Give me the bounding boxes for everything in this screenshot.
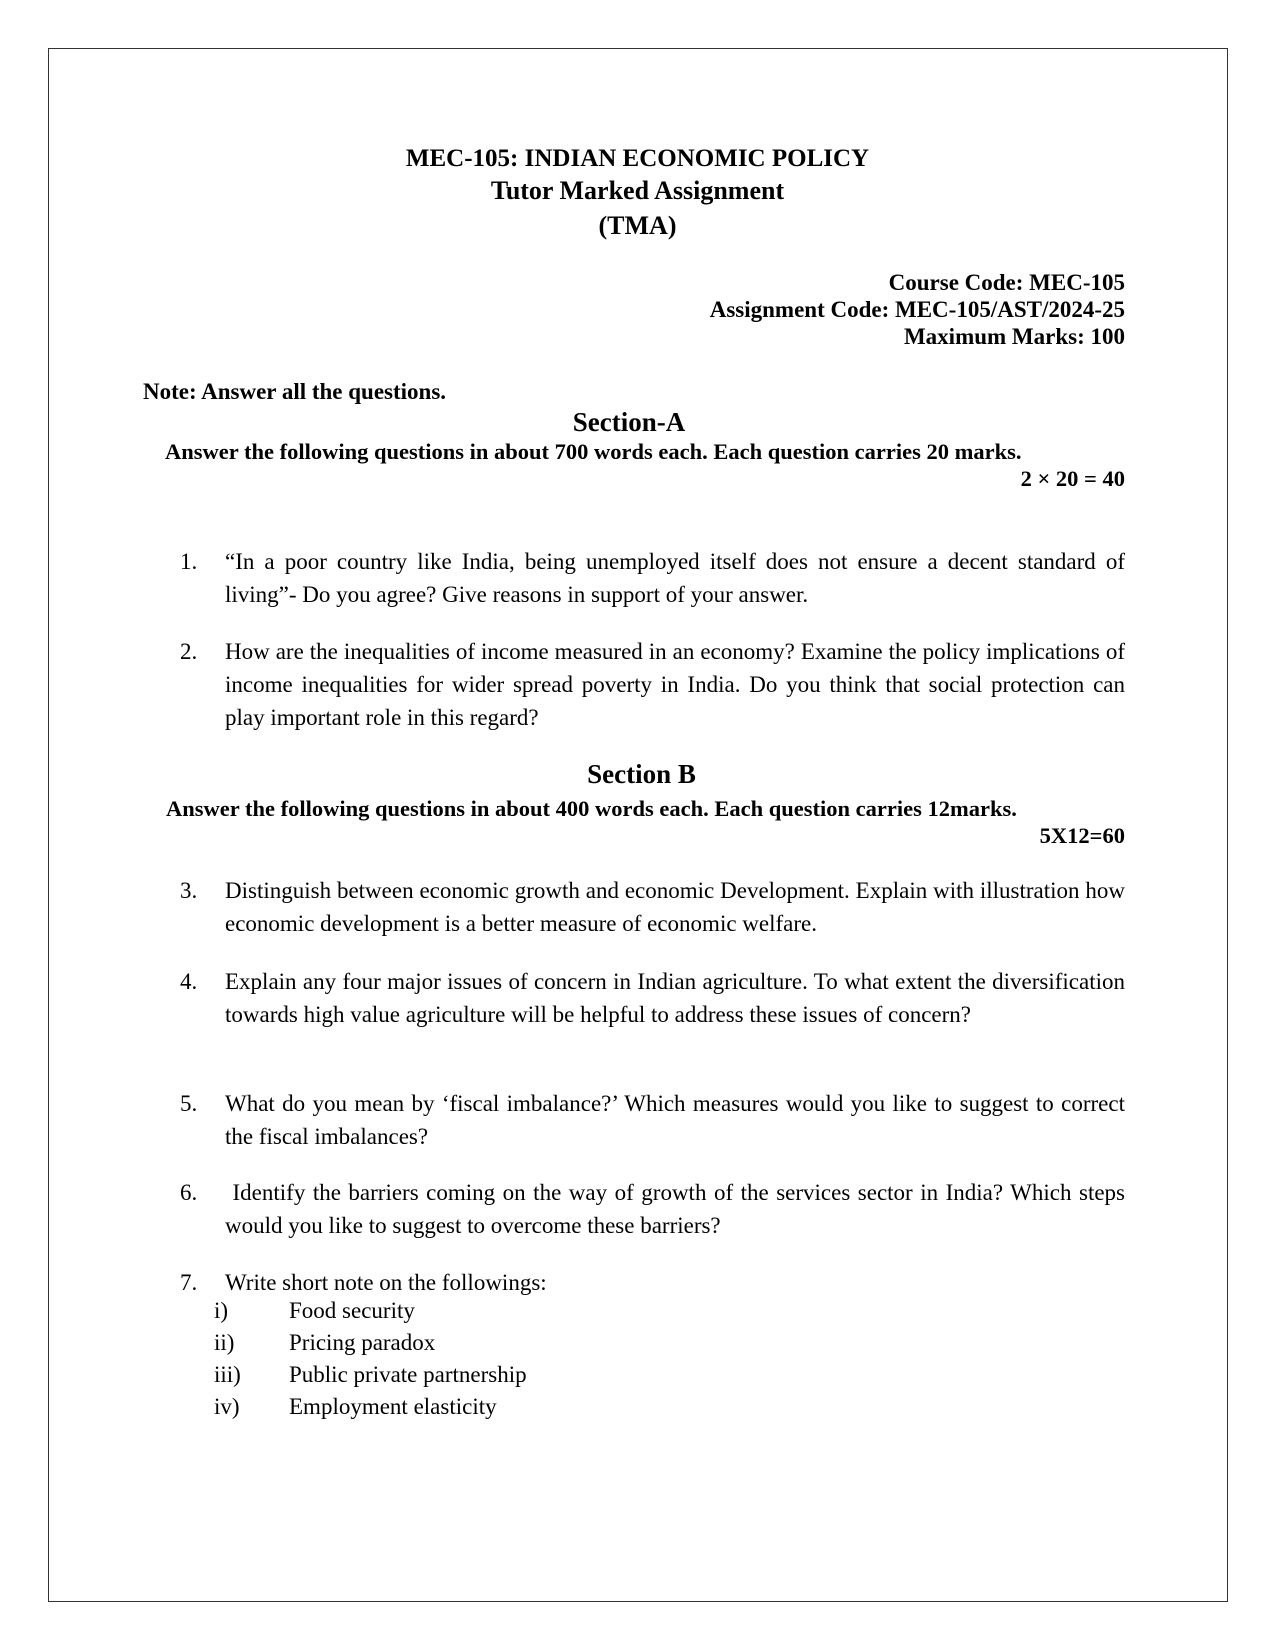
assignment-title: Tutor Marked Assignment [490,176,785,205]
question-2 [180,635,1125,734]
question-1 [180,545,1125,611]
question-text: Explain any four major issues of concern in Indian agriculture. To what extent the diversification towards high value agriculture will be helpful to address these issues of concern? [225,969,1125,1027]
question-6 [180,1176,1131,1242]
question-number: 4. [180,969,198,994]
section-a-marks: 2 × 20 = 40 [1020,466,1125,491]
short-note-text: Public private partnership [289,1362,527,1387]
section-b-instruction: Answer the following questions in about 400 words each. Each question carries 12marks. [166,796,1017,821]
question-7 [180,1266,1125,1299]
question-text: “In a poor country like India, being unemployed itself does not ensure a decent standard of living”- Do you agree? Give reasons in support of your answer. [225,549,1125,607]
short-note-text: Food security [289,1298,415,1323]
question-text: How are the inequalities of income measured in an economy? Examine the policy implications of income inequalities for wider spread poverty in India. Do you think that social protection can play important role in this regard? [225,639,1125,730]
assignment-code: Assignment Code: MEC-105/AST/2024-25 [709,297,1125,322]
maximum-marks: Maximum Marks: 100 [903,324,1125,349]
question-3 [180,874,1125,940]
question-text: Distinguish between economic growth and economic Development. Explain with illustration how economic development is a better measure of economic welfare. [225,878,1125,936]
question-text: Identify the barriers coming on the way of growth of the services sector in India? Which steps would you like to suggest to overcome these barriers? [225,1180,1131,1238]
short-note-numeral: i) [214,1298,229,1323]
assignment-abbr: (TMA) [598,211,677,240]
course-title: MEC-105: INDIAN ECONOMIC POLICY [405,145,870,172]
note: Note: Answer all the questions. [143,379,447,404]
section-b-heading: Section B [587,759,696,789]
question-number: 6. [180,1180,198,1205]
short-note-text: Employment elasticity [289,1394,497,1419]
short-note-numeral: iii) [214,1362,241,1387]
question-number: 2. [180,639,198,664]
question-number: 5. [180,1091,198,1116]
question-number: 1. [180,549,198,574]
short-note-text: Pricing paradox [289,1330,436,1355]
question-4 [180,965,1125,1031]
section-b-marks: 5X12=60 [1039,823,1125,848]
course-code: Course Code: MEC-105 [888,270,1125,295]
short-note-numeral: iv) [214,1394,240,1419]
question-5 [180,1087,1125,1153]
question-number: 7. [180,1270,198,1295]
section-a-instruction: Answer the following questions in about 700 words each. Each question carries 20 marks. [165,439,1022,464]
section-a-heading: Section-A [572,407,686,437]
question-number: 3. [180,878,198,903]
short-note-numeral: ii) [214,1330,235,1355]
question-text: Write short note on the followings: [225,1270,547,1295]
question-text: What do you mean by ‘fiscal imbalance?’ Which measures would you like to suggest to correct the fiscal imbalances? [225,1091,1125,1149]
